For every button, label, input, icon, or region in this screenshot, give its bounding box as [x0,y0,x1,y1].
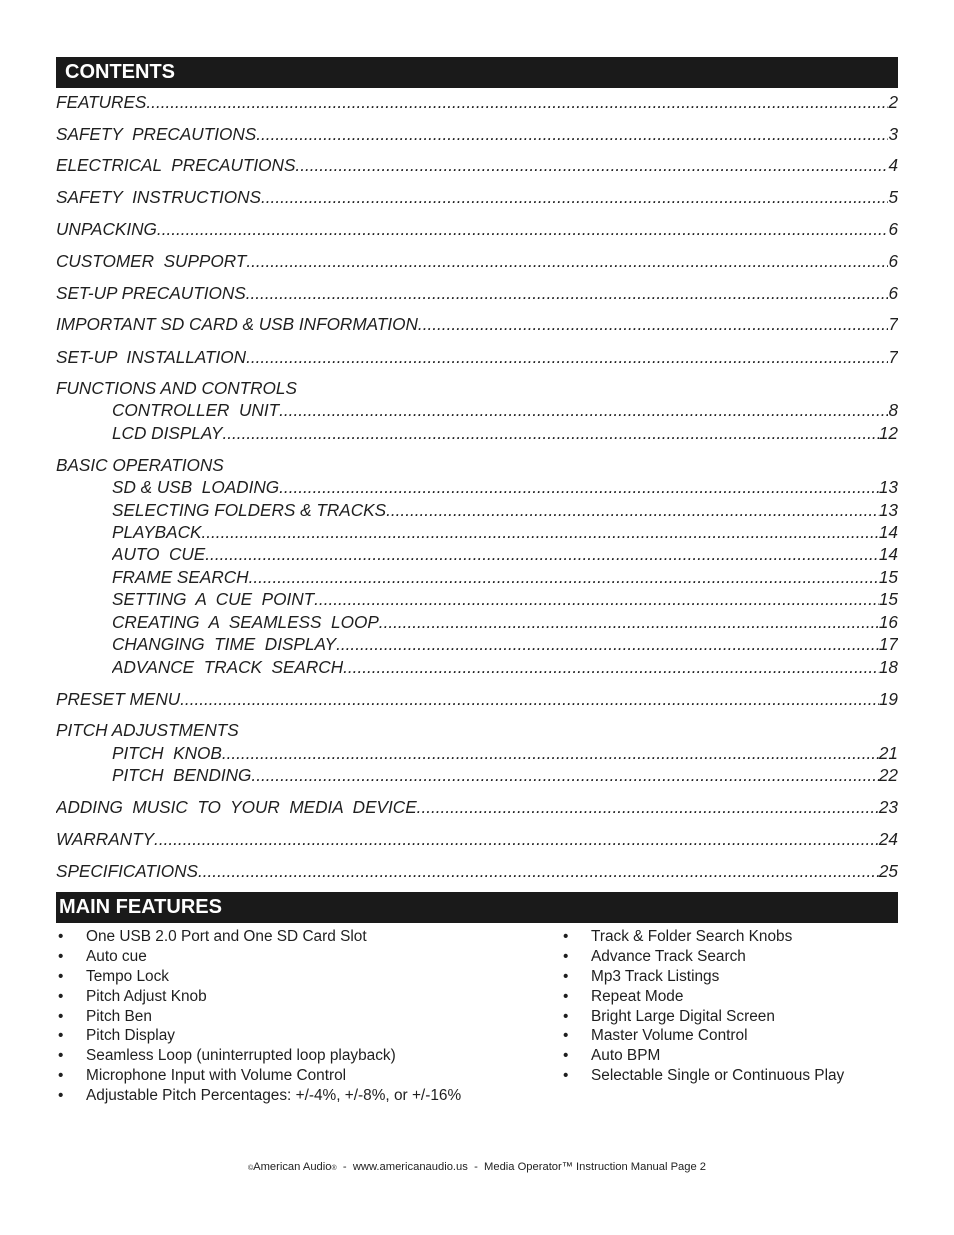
toc-entry [56,860,898,882]
page-footer [0,1161,954,1173]
toc-entry-label: SAFETY PRECAUTIONS [56,124,257,144]
toc-leader-dots [249,566,879,588]
feature-item-text: Bright Large Digital Screen [591,1007,775,1025]
toc-entry-page: 19 [878,689,898,709]
feature-item [563,1026,844,1046]
toc-entry-page: 15 [878,589,898,609]
feature-item-text: Auto BPM [591,1047,661,1065]
toc-entry-page: 25 [878,861,898,881]
toc-entry-label: CONTROLLER UNIT [112,400,280,420]
feature-item [58,947,461,967]
toc-entry-page: 8 [888,400,898,420]
toc-entry-label: SET-UP PRECAUTIONS [56,283,246,303]
toc-entry-label: PITCH KNOB [112,743,222,763]
toc-leader-dots [222,742,879,764]
toc-entry [56,250,898,272]
toc-leader-dots [343,656,879,678]
toc-entry-page: 5 [888,187,898,207]
copyright-symbol: © [247,1165,254,1172]
toc-entry [56,454,898,476]
toc-entry-label: FEATURES [56,92,147,112]
toc-entry-page: 23 [878,797,898,817]
toc-entry-label: WARRANTY [56,829,155,849]
footer-brand: American Audio [253,1161,332,1173]
toc-entry-label: SPECIFICATIONS [56,861,198,881]
toc-entry [56,346,898,368]
toc-entry [56,218,898,240]
toc-entry [56,123,898,145]
feature-item-text: Advance Track Search [591,947,746,965]
toc-leader-dots [246,346,888,368]
feature-item-text: Pitch Ben [86,1007,152,1025]
feature-item [58,987,461,1007]
toc-entry [56,719,898,741]
toc-entry-label: SD & USB LOADING [112,477,280,497]
toc-entry-label: SAFETY INSTRUCTIONS [56,187,261,207]
toc-entry [56,377,898,399]
toc-entry [56,186,898,208]
toc-entry-label: CUSTOMER SUPPORT [56,251,247,271]
toc-leader-dots [295,154,888,176]
toc-entry-label: ADDING MUSIC TO YOUR MEDIA DEVICE [56,797,417,817]
toc-entry-label: PITCH BENDING [112,765,252,785]
toc-entry-label: CREATING A SEAMLESS LOOP [112,612,379,632]
toc-leader-dots [386,499,879,521]
toc-leader-dots [198,860,879,882]
feature-item-text: Auto cue [86,947,147,965]
feature-item-text: Repeat Mode [591,987,684,1005]
toc-leader-dots [180,688,879,710]
toc-entry-label: AUTO CUE [112,544,206,564]
toc-entry [56,828,898,850]
toc-leader-dots [251,764,878,786]
feature-item-text: Mp3 Track Listings [591,967,720,985]
feature-item [58,1046,461,1066]
footer-separator: - [336,1161,353,1173]
feature-item [58,967,461,987]
feature-item-text: Master Volume Control [591,1027,748,1045]
toc-entry [112,476,898,498]
feature-item-text: Pitch Adjust Knob [86,987,207,1005]
features-list-right [563,927,844,1086]
toc-leader-dots [246,250,888,272]
toc-leader-dots [246,282,889,304]
toc-entry-label: UNPACKING [56,219,157,239]
feature-item [563,1007,844,1027]
registered-symbol: ® [331,1165,337,1172]
toc-leader-dots [205,543,879,565]
feature-item-text: Microphone Input with Volume Control [86,1067,347,1085]
features-list-left [58,927,461,1106]
toc-entry-label: SETTING A CUE POINT [112,589,315,609]
toc-entry-page: 13 [878,477,898,497]
toc-entry-page: 13 [878,500,898,520]
toc-entry [112,588,898,610]
toc-leader-dots [201,521,878,543]
footer-separator: - [467,1161,485,1173]
toc-entry [56,91,898,113]
toc-entry [56,313,898,335]
feature-item [563,967,844,987]
toc-entry-label: SET-UP INSTALLATION [56,347,247,367]
toc-entry [56,688,898,710]
toc-entry-page: 6 [888,251,898,271]
toc-entry-page: 21 [878,743,898,763]
toc-entry-label: SELECTING FOLDERS & TRACKS [112,500,387,520]
toc-leader-dots [417,796,879,818]
toc-leader-dots [379,611,879,633]
toc-entry-label: LCD DISPLAY [112,423,223,443]
toc-entry [56,282,898,304]
toc-entry-label: PRESET MENU [56,689,181,709]
toc-leader-dots [157,218,889,240]
footer-manual-title: Media Operator™ Instruction Manual Page 2 [484,1161,707,1173]
toc-entry [112,399,898,421]
toc-entry-label: CHANGING TIME DISPLAY [112,634,337,654]
feature-item [58,1007,461,1027]
feature-item-text: Adjustable Pitch Percentages: +/-4%, +/-8%, or +/-16% [86,1087,462,1105]
toc-entry-label: PLAYBACK [112,522,202,542]
toc-entry-page: 3 [888,124,898,144]
toc-entry [112,611,898,633]
contents-heading: CONTENTS [56,57,898,88]
toc-entry [112,764,898,786]
feature-item [58,1026,461,1046]
toc-entry-label: IMPORTANT SD CARD & USB INFORMATION [56,314,418,334]
toc-entry-page: 6 [888,283,898,303]
toc-entry-page: 7 [888,347,898,367]
feature-item-text: Tempo Lock [86,967,169,985]
toc-leader-dots [154,828,879,850]
toc-leader-dots [314,588,879,610]
feature-item [563,1046,844,1066]
feature-item-text: Selectable Single or Continuous Play [591,1067,845,1085]
feature-item [563,927,844,947]
toc-entry [56,154,898,176]
toc-entry-label: ELECTRICAL PRECAUTIONS [56,155,296,175]
feature-item [58,1086,461,1106]
toc-entry [112,656,898,678]
toc-entry [112,422,898,444]
toc-leader-dots [222,422,878,444]
toc-entry [112,566,898,588]
toc-entry-page: 12 [878,423,898,443]
toc-entry [112,499,898,521]
toc-leader-dots [279,476,879,498]
feature-item [58,1066,461,1086]
feature-item-text: Track & Folder Search Knobs [591,928,793,945]
feature-item-text: One USB 2.0 Port and One SD Card Slot [86,928,367,945]
feature-item [563,947,844,967]
toc-entry [112,742,898,764]
feature-item [563,987,844,1007]
main-features-heading: MAIN FEATURES [56,892,898,923]
toc-entry-page: 14 [878,522,898,542]
toc-entry-page: 7 [888,314,898,334]
feature-item [58,927,461,947]
feature-item-text: Seamless Loop (uninterrupted loop playback) [86,1047,396,1065]
toc-leader-dots [146,91,888,113]
toc-entry [112,543,898,565]
toc-entry [56,796,898,818]
toc-entry-page: 14 [878,544,898,564]
toc-entry-page: 22 [878,765,898,785]
toc-entry-page: 18 [878,657,898,677]
toc-entry-label: PITCH ADJUSTMENTS [56,720,239,740]
toc-entry-label: ADVANCE TRACK SEARCH [112,657,344,677]
feature-item-text: Pitch Display [86,1027,175,1045]
toc-entry-label: BASIC OPERATIONS [56,455,224,475]
toc-entry-label: FUNCTIONS AND CONTROLS [56,378,297,398]
toc-entry-page: 4 [888,155,898,175]
toc-entry-page: 6 [888,219,898,239]
footer-website: www.americanaudio.us [352,1161,468,1173]
toc-leader-dots [261,186,888,208]
toc-leader-dots [418,313,889,335]
toc-leader-dots [256,123,888,145]
toc-entry-page: 24 [878,829,898,849]
toc-entry [112,633,898,655]
toc-leader-dots [336,633,879,655]
toc-entry [112,521,898,543]
feature-item [563,1066,844,1086]
toc-entry-label: FRAME SEARCH [112,567,249,587]
toc-entry-page: 2 [888,92,898,112]
toc-leader-dots [279,399,888,421]
toc-entry-page: 16 [878,612,898,632]
toc-entry-page: 17 [878,634,898,654]
toc-entry-page: 15 [878,567,898,587]
